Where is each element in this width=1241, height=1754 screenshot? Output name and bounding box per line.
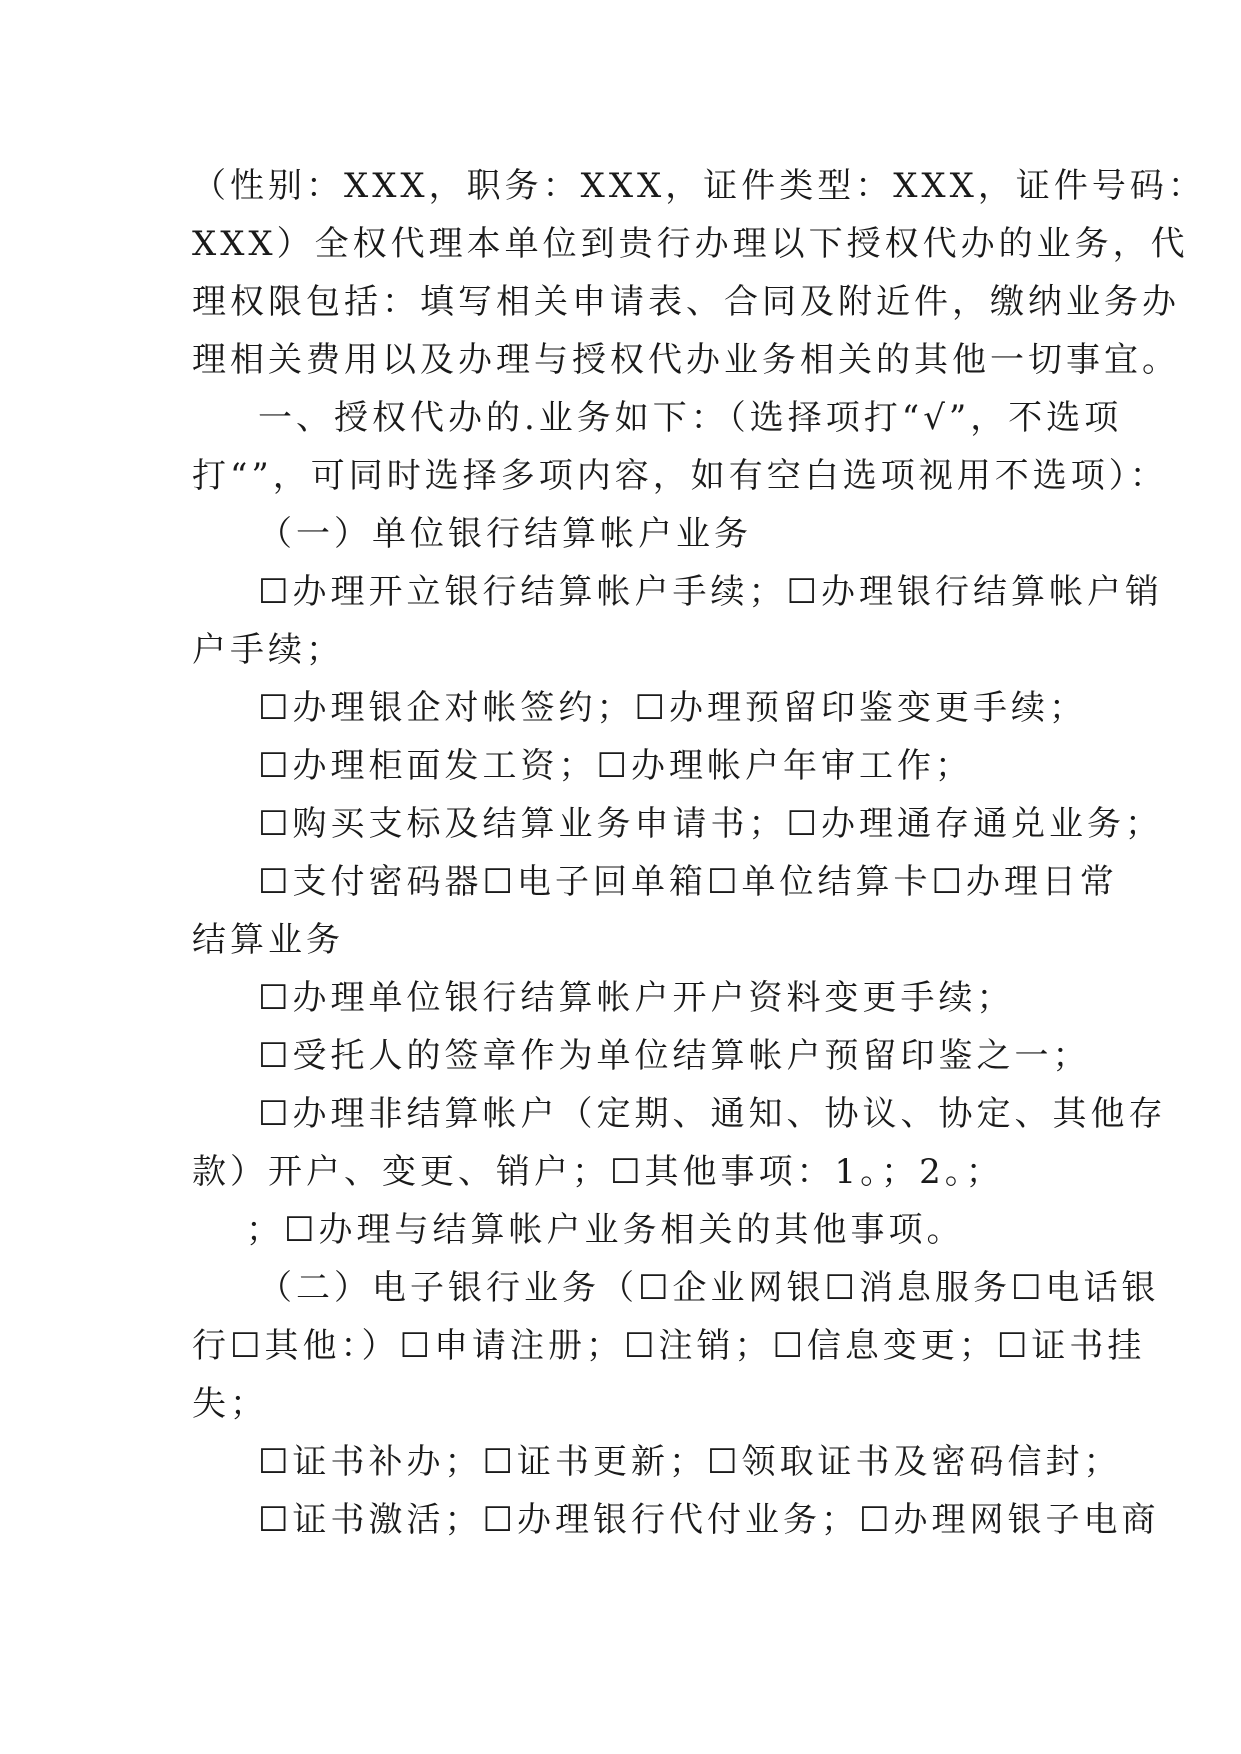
- checklist-line: ☐受托人的签章作为单位结算帐户预留印鉴之一；: [258, 1036, 1091, 1076]
- checklist-line: ☐证书补办；☐证书更新；☐领取证书及密码信封；: [258, 1442, 1122, 1482]
- text-line: 户手续；: [192, 630, 344, 670]
- checklist-line: ☐办理非结算帐户（定期、通知、协议、协定、其他存: [258, 1094, 1167, 1134]
- checklist-line: ☐办理柜面发工资；☐办理帐户年审工作；: [258, 746, 973, 786]
- section-heading: （二）电子银行业务（☐企业网银☐消息服务☐电话银: [258, 1268, 1160, 1308]
- text-line: XXX）全权代理本单位到贵行办理以下授权代办的业务，代: [192, 224, 1189, 264]
- text-line: （性别：XXX，职务：XXX，证件类型：XXX，证件号码：: [192, 166, 1206, 206]
- text-line: 理权限包括：填写相关申请表、合同及附近件，缴纳业务办: [192, 282, 1180, 322]
- text-line: 一、授权代办的.业务如下：（选择项打“√”，不选项: [258, 398, 1123, 438]
- section-heading: （一）单位银行结算帐户业务: [258, 514, 752, 554]
- checklist-line: ；☐办理与结算帐户业务相关的其他事项。: [246, 1210, 965, 1250]
- checklist-line: ☐办理开立银行结算帐户手续；☐办理银行结算帐户销: [258, 572, 1163, 612]
- text-line: 结算业务: [192, 920, 344, 960]
- text-line: 失；: [192, 1384, 268, 1424]
- checklist-line: ☐证书激活；☐办理银行代付业务；☐办理网银子电商: [258, 1500, 1160, 1540]
- checklist-line: ☐办理单位银行结算帐户开户资料变更手续；: [258, 978, 1015, 1018]
- checklist-line: ☐购买支标及结算业务申请书；☐办理通存通兑业务；: [258, 804, 1163, 844]
- text-line: 打“”，可同时选择多项内容，如有空白选项视用不选项）：: [192, 456, 1168, 496]
- checklist-line: ☐办理银企对帐签约；☐办理预留印鉴变更手续；: [258, 688, 1087, 728]
- checklist-line: ☐支付密码器☐电子回单箱☐单位结算卡☐办理日常: [258, 862, 1118, 902]
- text-line: 理相关费用以及办理与授权代办业务相关的其他一切事宜。: [192, 340, 1180, 380]
- checklist-line: 行☐其他：）☐申请注册；☐注销；☐信息变更；☐证书挂: [192, 1326, 1146, 1366]
- text-line: 款）开户、变更、销户；☐其他事项：1。；2。；: [192, 1152, 1004, 1192]
